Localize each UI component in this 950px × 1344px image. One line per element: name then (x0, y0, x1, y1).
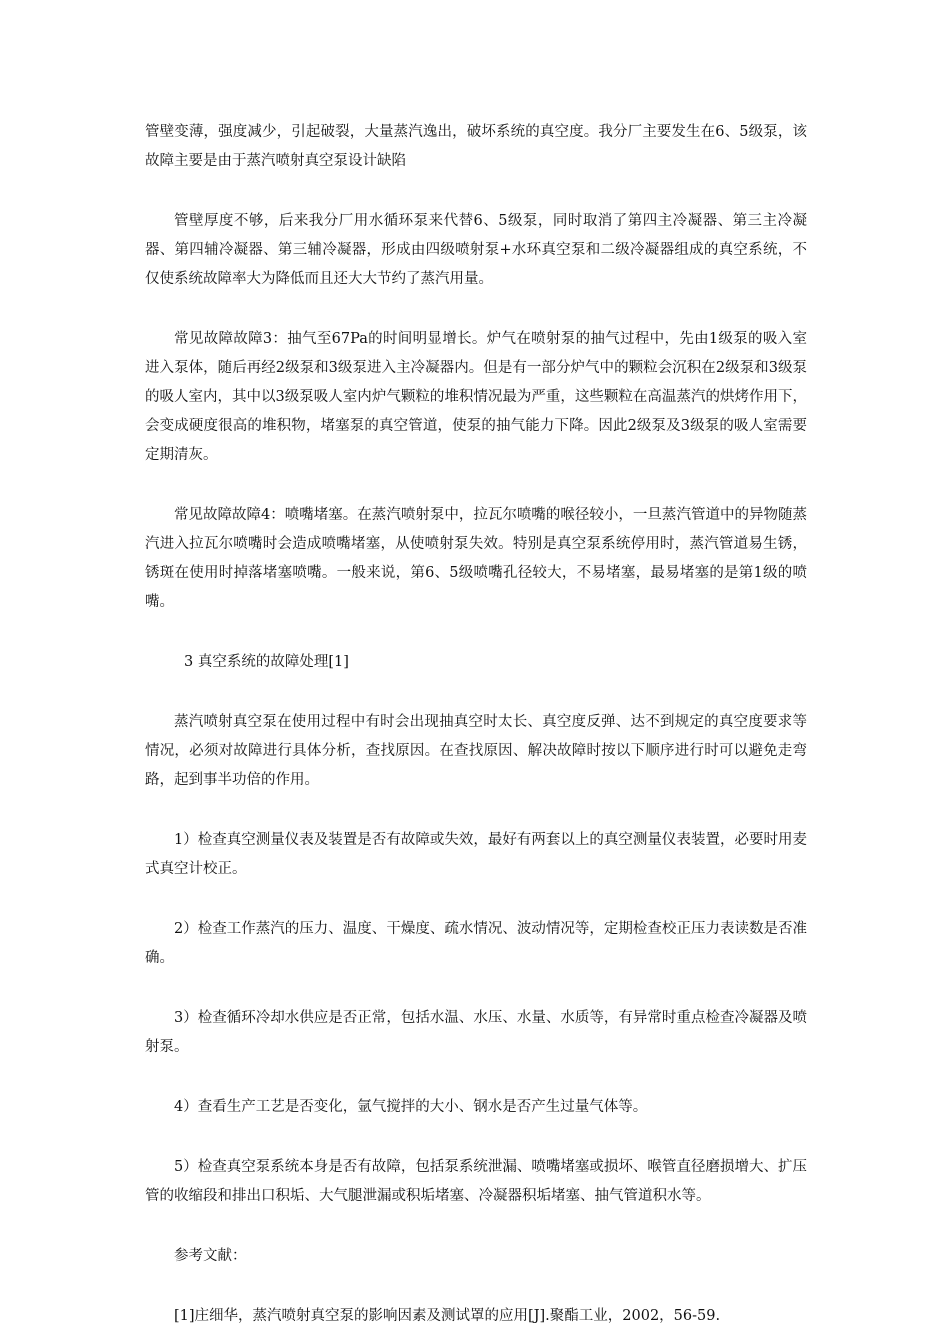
step-3: 3）检查循环冷却水供应是否正常，包括水温、水压、水量、水质等，有异常时重点检查冷凝器及喷射泵。 (145, 1010, 807, 1055)
paragraph-intro: 蒸汽喷射真空泵在使用过程中有时会出现抽真空时太长、真空度反弹、达不到规定的真空度要求等情况，必须对故障进行具体分析，查找原因。在查找原因、解决故障时按以下顺序进行时可以避免走弯路，起到事半功倍的作用。 (145, 714, 807, 788)
section-heading: 3 真空系统的故障处理[1] (184, 654, 349, 670)
step-5: 5）检查真空泵系统本身是否有故障，包括泵系统泄漏、喷嘴堵塞或损坏、喉管直径磨损增大、扩压管的收缩段和排出口积垢、大气腿泄漏或积垢堵塞、冷凝器积垢堵塞、抽气管道积水等。 (145, 1159, 807, 1204)
paragraph-fault-3: 常见故障故障3：抽气至67Pa的时间明显增长。炉气在喷射泵的抽气过程中，先由1级泵的吸入室进入泵体，随后再经2级泵和3级泵进入主冷凝器内。但是有一部分炉气中的颗粒会沉积在2级泵和3级泵的吸人室内，其中以3级泵吸人室内炉气颗粒的堆积情况最为严重，这些颗粒在高温蒸汽的烘烤作用下，会变成硬度很高的堆积物，堵塞泵的真空管道，使泵的抽气能力下降。因此2级泵及3级泵的吸人室需要定期清灰。 (145, 331, 807, 463)
references-title: 参考文献： (174, 1248, 247, 1264)
paragraph-continuation: 管壁变薄，强度减少，引起破裂，大量蒸汽逸出，破坏系统的真空度。我分厂主要发生在6、5级泵，该故障主要是由于蒸汽喷射真空泵设计缺陷 (145, 124, 807, 169)
step-4: 4）查看生产工艺是否变化，氩气搅拌的大小、钢水是否产生过量气体等。 (174, 1099, 648, 1115)
step-2: 2）检查工作蒸汽的压力、温度、干燥度、疏水情况、波动情况等，定期检查校正压力表读数是否准确。 (145, 921, 807, 966)
paragraph-pipe-wall: 管壁厚度不够，后来我分厂用水循环泵来代替6、5级泵，同时取消了第四主冷凝器、第三主冷凝器、第四辅冷凝器、第三辅冷凝器，形成由四级喷射泵+水环真空泵和二级冷凝器组成的真空系统，不仅使系统故障率大为降低而且还大大节约了蒸汽用量。 (145, 213, 807, 287)
step-1: 1）检查真空测量仪表及装置是否有故障或失效，最好有两套以上的真空测量仪表装置，必要时用麦式真空计校正。 (145, 832, 807, 877)
reference-1: [1]庄细华，蒸汽喷射真空泵的影响因素及测试罩的应用[J].聚酯工业，2002，56-59. (174, 1308, 721, 1324)
document-body (145, 118, 807, 1331)
paragraph-fault-4: 常见故障故障4：喷嘴堵塞。在蒸汽喷射泵中，拉瓦尔喷嘴的喉径较小，一旦蒸汽管道中的异物随蒸汽进入拉瓦尔喷嘴时会造成喷嘴堵塞，从使喷射泵失效。特别是真空泵系统停用时，蒸汽管道易生锈，锈斑在使用时掉落堵塞喷嘴。一般来说，第6、5级喷嘴孔径较大，不易堵塞，最易堵塞的是第1级的喷嘴。 (145, 507, 807, 610)
